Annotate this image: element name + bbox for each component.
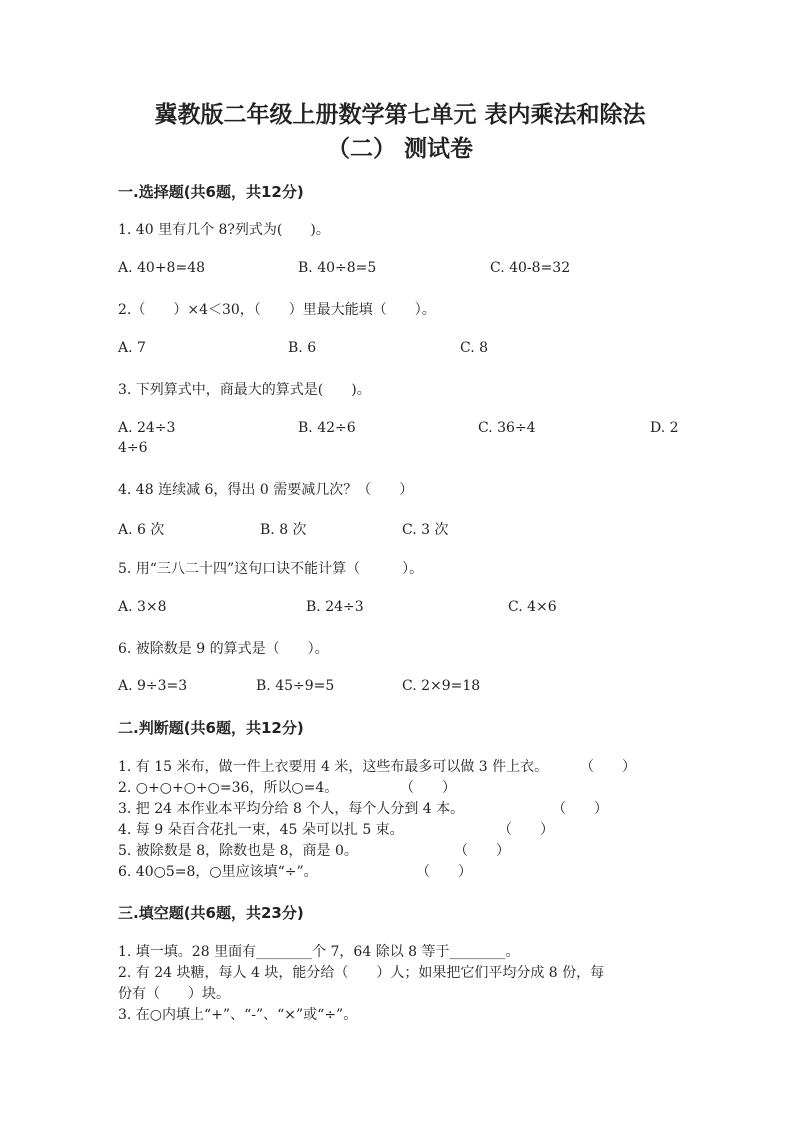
- fill-line: 3. 在○内填上“+”、“-”、“×”或“÷”。: [118, 1007, 358, 1023]
- option-b: B. 40÷8=5: [298, 260, 377, 276]
- question-text: 4. 48 连续减 6，得出 0 需要减几次？（ ）: [118, 482, 414, 498]
- section-heading-fill: 三.填空题(共6题，共23分): [118, 904, 304, 922]
- option-a: A. 9÷3=3: [118, 678, 188, 694]
- option-c: C. 8: [460, 340, 489, 356]
- option-c: C. 36÷4: [478, 420, 536, 436]
- answer-paren: （ ）: [552, 801, 608, 817]
- page-subtitle: （二） 测试卷: [326, 136, 473, 162]
- answer-paren: （ ）: [498, 822, 554, 838]
- option-a: A. 40+8=48: [118, 260, 206, 276]
- fill-line: 2. 有 24 块糖，每人 4 块，能分给（ ）人；如果把它们平均分成 8 份，每: [118, 965, 605, 981]
- judge-item: 4. 每 9 朵百合花扎一束，45 朵可以扎 5 束。: [118, 822, 404, 838]
- answer-paren: （ ）: [454, 843, 510, 859]
- option-a: A. 6 次: [118, 522, 165, 538]
- option-a: A. 24÷3: [118, 420, 176, 436]
- answer-paren: （ ）: [416, 864, 472, 880]
- fill-line: 份有（ ）块。: [118, 986, 230, 1002]
- option-b: B. 8 次: [260, 522, 307, 538]
- option-b: B. 45÷9=5: [256, 678, 335, 694]
- option-b: B. 42÷6: [298, 420, 356, 436]
- question-text: 5. 用“三八二十四”这句口诀不能计算（ ）。: [118, 561, 424, 577]
- option-b: B. 6: [288, 340, 317, 356]
- option-d: D. 2: [650, 420, 679, 436]
- option-c: C. 2×9=18: [402, 678, 481, 694]
- option-c: C. 3 次: [402, 522, 449, 538]
- answer-paren: （ ）: [580, 759, 636, 775]
- judge-item: 5. 被除数是 8，除数也是 8，商是 0。: [118, 843, 358, 859]
- judge-item: 2. ○+○+○+○=36，所以○=4。: [118, 780, 339, 796]
- section-heading-judge: 二.判断题(共6题，共12分): [118, 719, 304, 737]
- judge-item: 1. 有 15 米布，做一件上衣要用 4 米，这些布最多可以做 3 件上衣。: [118, 759, 549, 775]
- option-c: C. 4×6: [508, 599, 557, 615]
- question-text: 2.（ ）×4＜30，（ ）里最大能填（ ）。: [118, 302, 436, 318]
- option-a: A. 3×8: [118, 599, 167, 615]
- option-a: A. 7: [118, 340, 146, 356]
- question-text: 3. 下列算式中，商最大的算式是( )。: [118, 382, 371, 398]
- fill-line: 1. 填一填。28 里面有________个 7，64 除以 8 等于________。: [118, 944, 520, 960]
- option-b: B. 24÷3: [306, 599, 364, 615]
- page-title: 冀教版二年级上册数学第七单元 表内乘法和除法: [154, 102, 646, 128]
- section-heading-choice: 一.选择题(共6题，共12分): [118, 183, 304, 201]
- question-text: 1. 40 里有几个 8?列式为( )。: [118, 222, 330, 238]
- option-c: C. 40-8=32: [490, 260, 571, 276]
- judge-item: 3. 把 24 本作业本平均分给 8 个人，每个人分到 4 本。: [118, 801, 465, 817]
- option-d-wrap: 4÷6: [118, 440, 148, 456]
- question-text: 6. 被除数是 9 的算式是（ ）。: [118, 641, 329, 657]
- answer-paren: （ ）: [400, 780, 456, 796]
- judge-item: 6. 40○5=8，○里应该填“÷”。: [118, 864, 318, 880]
